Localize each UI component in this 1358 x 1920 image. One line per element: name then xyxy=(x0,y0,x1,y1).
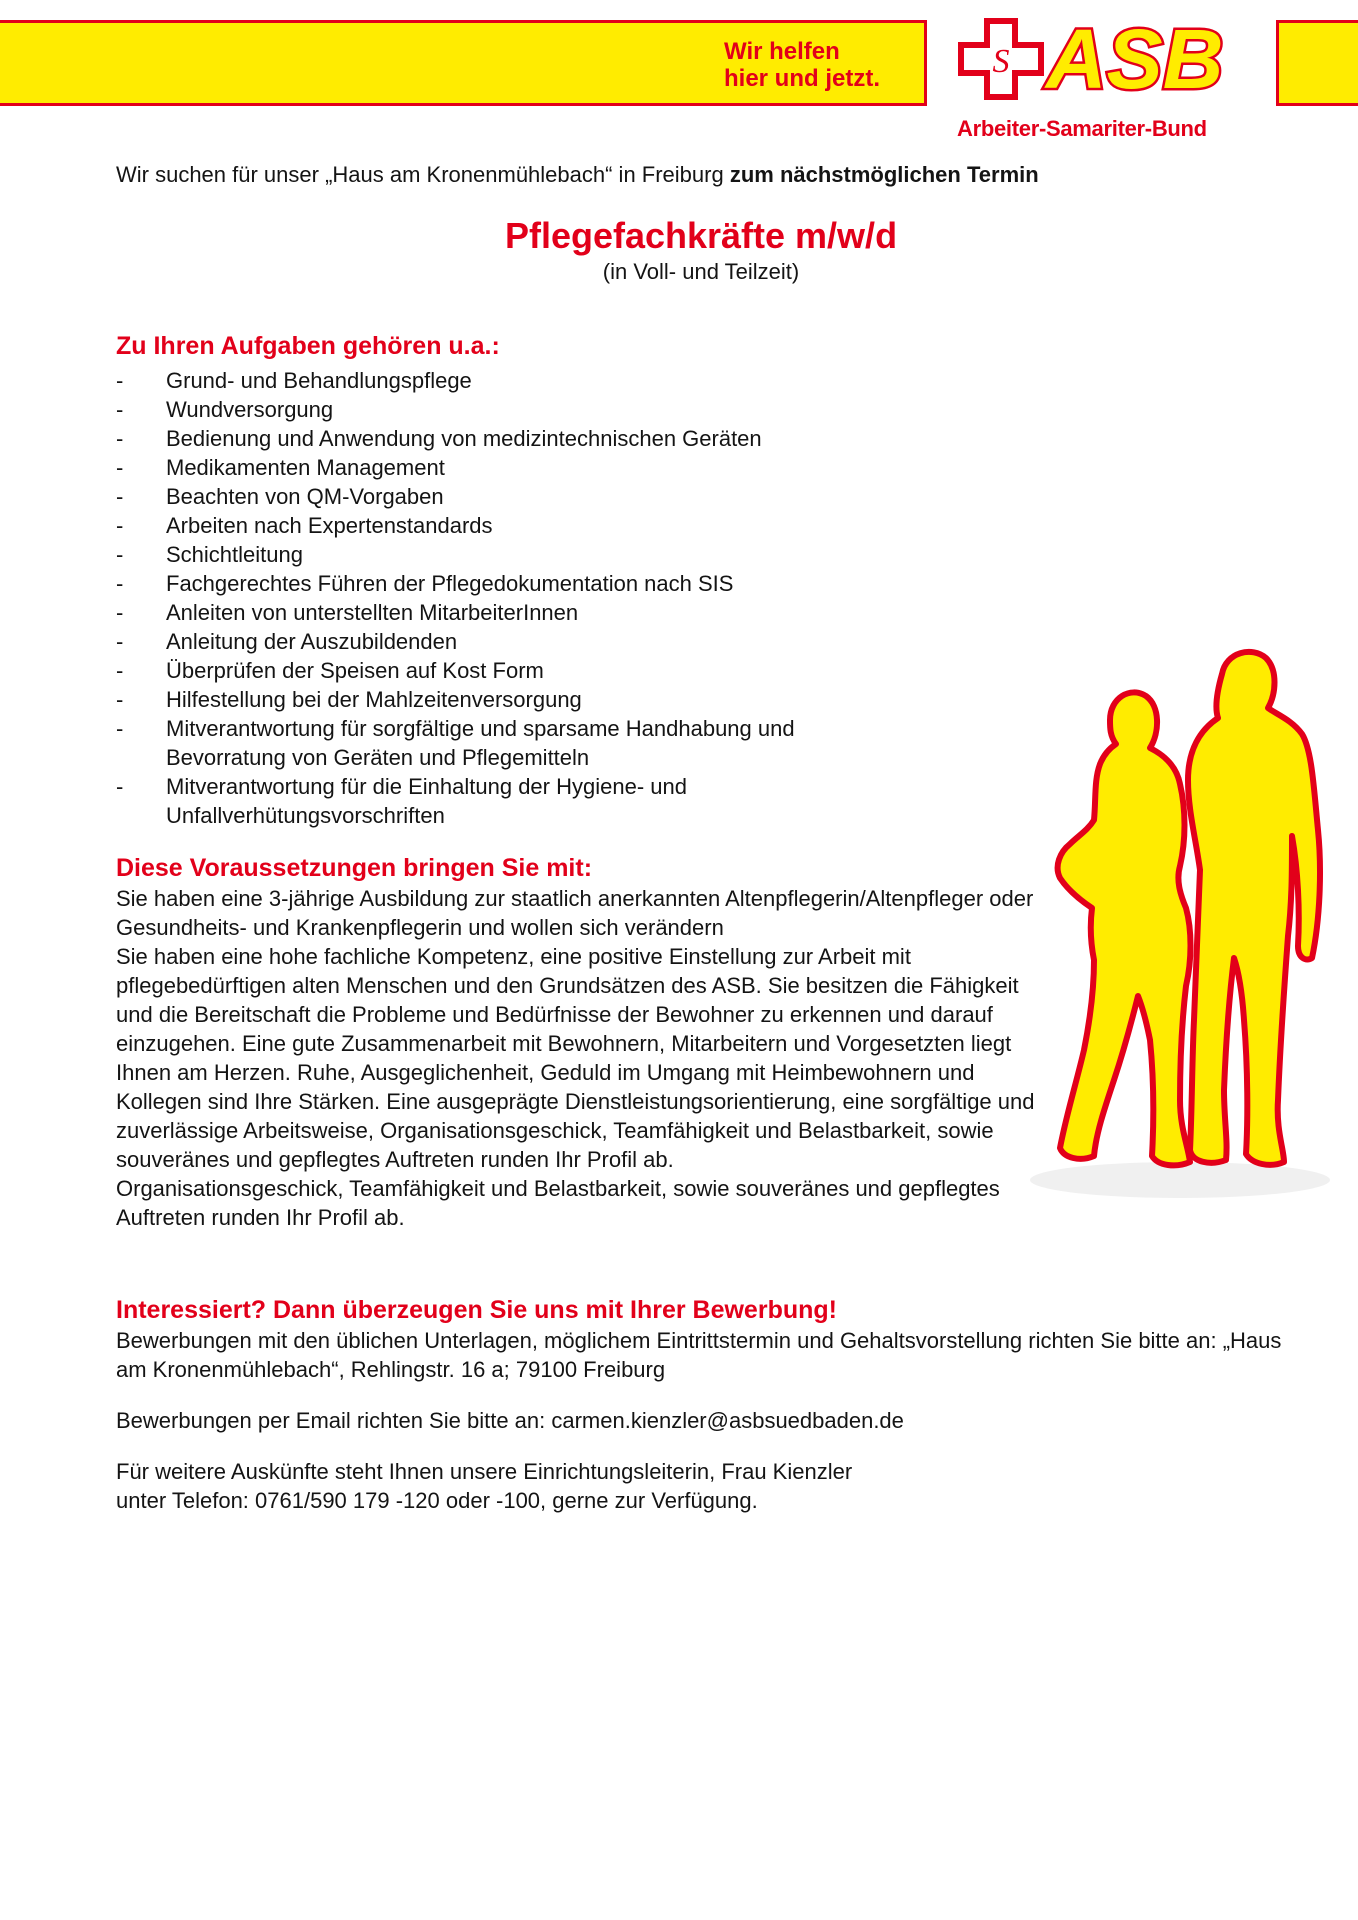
tasks-heading: Zu Ihren Aufgaben gehören u.a.: xyxy=(116,332,500,360)
list-item xyxy=(116,627,906,656)
intro-bold: zum nächstmöglichen Termin xyxy=(729,162,1039,187)
apply-email: Bewerbungen per Email richten Sie bitte an: carmen.kienzler@asbsuedbaden.de xyxy=(116,1408,904,1433)
requirements-heading: Diese Voraussetzungen bringen Sie mit: xyxy=(116,854,593,882)
apply-contact-line-2: unter Telefon: 0761/590 179 -120 oder -100, gerne zur Verfügung. xyxy=(116,1488,758,1513)
bullet-dash: - xyxy=(116,658,124,683)
job-subtitle: (in Voll- und Teilzeit) xyxy=(602,259,800,284)
bullet-dash: - xyxy=(116,455,124,480)
asb-logo xyxy=(956,14,1256,104)
slogan xyxy=(724,38,914,92)
list-item-text: Fachgerechtes Führen der Pflegedokumentation nach SIS xyxy=(166,571,734,596)
list-item xyxy=(116,511,906,540)
list-item xyxy=(116,453,906,482)
people-silhouette-illustration xyxy=(1030,640,1330,1200)
intro-text xyxy=(116,160,1296,190)
list-item xyxy=(116,772,906,830)
list-item xyxy=(116,366,906,395)
slogan-line-1: Wir helfen xyxy=(724,38,840,65)
list-item-text: Medikamenten Management xyxy=(166,455,445,480)
list-item-text: Mitverantwortung für sorgfältige und sparsame Handhabung und Bevorratung von Geräten und Pflegemitteln xyxy=(166,716,795,770)
list-item-text: Überprüfen der Speisen auf Kost Form xyxy=(166,658,544,683)
svg-text:S: S xyxy=(992,43,1010,80)
header-band-right xyxy=(1276,20,1358,106)
list-item-text: Wundversorgung xyxy=(166,397,334,422)
slogan-line-2: hier und jetzt. xyxy=(724,65,880,92)
bullet-dash: - xyxy=(116,368,124,393)
list-item xyxy=(116,598,906,627)
list-item-text: Schichtleitung xyxy=(166,542,303,567)
apply-postal: Bewerbungen mit den üblichen Unterlagen, möglichem Eintrittstermin und Gehaltsvorstellung richten Sie bitte an: „Haus am Kronenmühlebach“, Rehlingstr. 16 a; 79100 Freiburg xyxy=(116,1328,1282,1382)
list-item xyxy=(116,395,906,424)
list-item xyxy=(116,540,906,569)
list-item-text: Arbeiten nach Expertenstandards xyxy=(166,513,493,538)
list-item xyxy=(116,685,906,714)
woman-silhouette-icon xyxy=(1058,692,1191,1165)
apply-contact-line-1: Für weitere Auskünfte steht Ihnen unsere Einrichtungsleiterin, Frau Kienzler xyxy=(116,1459,853,1484)
list-item-text: Beachten von QM-Vorgaben xyxy=(166,484,444,509)
list-item xyxy=(116,482,906,511)
list-item-text: Grund- und Behandlungspflege xyxy=(166,368,472,393)
bullet-dash: - xyxy=(116,716,124,741)
list-item-text: Anleiten von unterstellten MitarbeiterInnen xyxy=(166,600,579,625)
list-item xyxy=(116,656,906,685)
list-item-text: Mitverantwortung für die Einhaltung der Hygiene- und Unfallverhütungsvorschriften xyxy=(166,774,687,828)
list-item xyxy=(116,714,906,772)
bullet-dash: - xyxy=(116,397,124,422)
job-title: Pflegefachkräfte m/w/d xyxy=(504,215,898,256)
list-item-text: Bedienung und Anwendung von medizintechnischen Geräten xyxy=(166,426,762,451)
logo-subtitle: Arbeiter-Samariter-Bund xyxy=(957,116,1207,141)
bullet-dash: - xyxy=(116,629,124,654)
bullet-dash: - xyxy=(116,774,124,799)
list-item-text: Hilfestellung bei der Mahlzeitenversorgung xyxy=(166,687,582,712)
intro-plain: Wir suchen für unser „Haus am Kronenmühlebach“ in Freiburg xyxy=(116,162,730,187)
list-item xyxy=(116,569,906,598)
requirements-text: Sie haben eine 3-jährige Ausbildung zur staatlich anerkannten Altenpflegerin/Altenpfleger oder Gesundheits- und Krankenpflegerin und wollen sich verändern Sie haben eine hohe fachliche Kompetenz, eine positive Einstellung zur Arbeit mit pflegebedürftigen alten Menschen und den Grundsätzen des ASB. Sie besitzen die Fähigkeit und die Bereitschaft die Probleme und Bedürfnisse der Bewohner zu erkennen und darauf einzugehen. Eine gute Zusammenarbeit mit Bewohnern, Mitarbeitern und Vorgesetzten liegt Ihnen am Herzen. Ruhe, Ausgeglichenheit, Geduld im Umgang mit Heimbewohnern und Kollegen sind Ihre Stärken. Eine ausgeprägte Dienstleistungsorientierung, eine sorgfältige und zuverlässige Arbeitsweise, Organisationsgeschick, Teamfähigkeit und Belastbarkeit, sowie souveränes und gepflegtes Auftreten runden Ihr Profil ab. Organisationsgeschick, Teamfähigkeit und Belastbarkeit, sowie souveränes und gepflegtes Auftreten runden Ihr Profil ab. xyxy=(116,886,1035,1230)
bullet-dash: - xyxy=(116,513,124,538)
bullet-dash: - xyxy=(116,600,124,625)
bullet-dash: - xyxy=(116,542,124,567)
apply-heading: Interessiert? Dann überzeugen Sie uns mit Ihrer Bewerbung! xyxy=(116,1296,837,1324)
list-item-text: Anleitung der Auszubildenden xyxy=(166,629,458,654)
logo-text: ASB xyxy=(1046,14,1224,104)
bullet-dash: - xyxy=(116,426,124,451)
man-silhouette-icon xyxy=(1188,652,1320,1165)
bullet-dash: - xyxy=(116,484,124,509)
samaritan-cross-icon xyxy=(958,18,1044,100)
bullet-dash: - xyxy=(116,571,124,596)
list-item xyxy=(116,424,906,453)
bullet-dash: - xyxy=(116,687,124,712)
tasks-list xyxy=(116,366,906,830)
